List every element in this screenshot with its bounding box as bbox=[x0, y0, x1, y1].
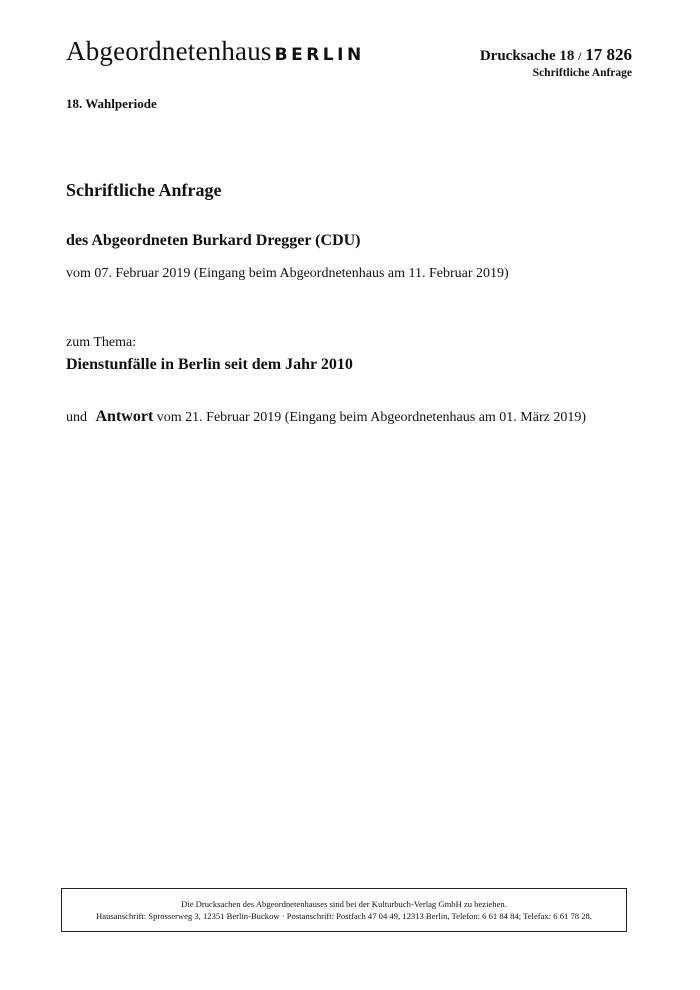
drucksache-number bbox=[480, 45, 632, 65]
author-line: des Abgeordneten Burkard Dregger (CDU) bbox=[66, 232, 361, 249]
footer-line-2: Hausanschrift: Sprosserweg 3, 12351 Berlin-Buckow · Postanschrift: Postfach 47 04 49, 12313 Berlin, Telefon: 6 61 84 84; Telefax: 6 61 78 28. bbox=[96, 911, 592, 921]
answer-keyword: Antwort bbox=[95, 408, 154, 425]
drucksache-value: 17 826 bbox=[585, 45, 632, 64]
answer-line bbox=[66, 408, 586, 426]
footer-box bbox=[61, 888, 627, 932]
parliament-logo bbox=[66, 36, 365, 67]
document-title: Schriftliche Anfrage bbox=[66, 180, 222, 200]
drucksache-prefix: Drucksache 18 bbox=[479, 48, 575, 64]
date-line: vom 07. Februar 2019 (Eingang beim Abgeordnetenhaus am 11. Februar 2019) bbox=[66, 266, 509, 281]
drucksache-slash: / bbox=[578, 49, 582, 63]
topic-label: zum Thema: bbox=[66, 335, 137, 350]
answer-prefix: und bbox=[66, 410, 87, 425]
logo-city: BERLIN bbox=[274, 45, 365, 65]
logo-name: Abgeordnetenhaus bbox=[66, 36, 272, 66]
wahlperiode: 18. Wahlperiode bbox=[66, 96, 157, 111]
answer-date: vom 21. Februar 2019 (Eingang beim Abgeordnetenhaus am 01. März 2019) bbox=[156, 410, 587, 425]
topic-title: Dienstunfälle in Berlin seit dem Jahr 2010 bbox=[66, 356, 353, 373]
footer-line-1: Die Drucksachen des Abgeordnetenhauses sind bei der Kulturbuch-Verlag GmbH zu beziehen. bbox=[181, 899, 507, 909]
document-type: Schriftliche Anfrage bbox=[532, 67, 632, 79]
